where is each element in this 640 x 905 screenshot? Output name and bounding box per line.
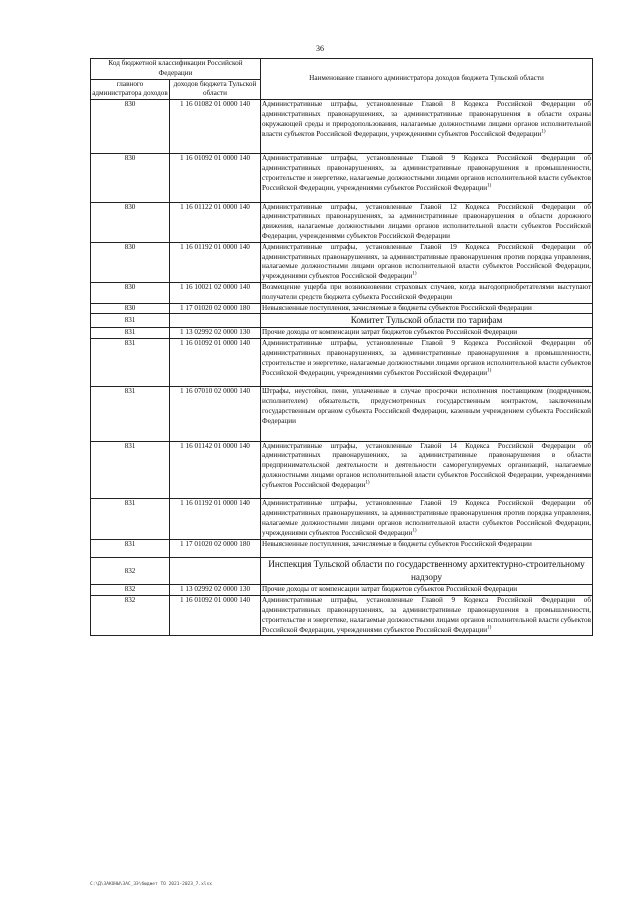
income-description-cell xyxy=(261,242,593,282)
table-row xyxy=(91,585,593,596)
page-number: 36 xyxy=(316,44,324,53)
income-code-cell: 1 13 02992 02 0000 130 xyxy=(170,328,261,339)
income-code-cell: 1 16 10021 02 0000 140 xyxy=(170,282,261,303)
section-title: Инспекция Тульской области по государственному архитектурно-строительному надзору xyxy=(261,558,593,585)
footnote-marker: 1) xyxy=(541,129,546,135)
footnote-marker: 1) xyxy=(487,368,492,374)
table-row xyxy=(91,387,593,441)
admin-code-cell: 830 xyxy=(91,303,170,314)
income-code-cell: 1 16 01082 01 0000 140 xyxy=(170,100,261,154)
income-code-cell: 1 16 01192 01 0000 140 xyxy=(170,242,261,282)
income-code-cell: 1 16 01092 01 0000 140 xyxy=(170,154,261,202)
admin-code-cell: 830 xyxy=(91,202,170,242)
description-text: Прочие доходы от компенсации затрат бюджетов субъектов Российской Федерации xyxy=(262,585,518,594)
description-text: Невыясненные поступления, зачисляемые в бюджеты субъектов Российской Федерации xyxy=(262,539,532,548)
admin-code-cell: 831 xyxy=(91,387,170,441)
admin-code-cell: 831 xyxy=(91,499,170,539)
table-row xyxy=(91,154,593,202)
admin-code-cell: 832 xyxy=(91,558,170,585)
description-text: Прочие доходы от компенсации затрат бюджетов субъектов Российской Федерации xyxy=(262,328,518,337)
description-text: Невыясненные поступления, зачисляемые в бюджеты субъектов Российской Федерации xyxy=(262,303,532,312)
income-code-cell: 1 13 02992 02 0000 130 xyxy=(170,585,261,596)
table-row xyxy=(91,242,593,282)
section-title: Комитет Тульской области по тарифам xyxy=(261,314,593,328)
budget-codes-table xyxy=(90,58,593,636)
table-row xyxy=(91,303,593,314)
table-row xyxy=(91,499,593,539)
header-income: доходов бюджета Тульской области xyxy=(170,79,261,100)
income-description-cell xyxy=(261,202,593,242)
income-description-cell xyxy=(261,100,593,154)
income-description-cell xyxy=(261,328,593,339)
admin-code-cell: 831 xyxy=(91,314,170,328)
description-text: Административные штрафы, установленные Главой 19 Кодекса Российской Федерации об административных правонарушениях, за административные правонарушения против порядка управления, налагаемые должностными лицами органов исполнительной власти субъектов Российской Федерации, учреждениями субъектов Российской Федерации xyxy=(262,499,592,537)
admin-code-cell: 832 xyxy=(91,585,170,596)
income-description-cell xyxy=(261,596,593,636)
income-description-cell xyxy=(261,585,593,596)
income-description-cell xyxy=(261,303,593,314)
empty-cell xyxy=(170,558,261,585)
income-code-cell: 1 16 01122 01 0000 140 xyxy=(170,202,261,242)
income-code-cell: 1 16 01092 01 0000 140 xyxy=(170,339,261,387)
admin-code-cell: 831 xyxy=(91,539,170,558)
footnote-marker: 1) xyxy=(412,271,417,277)
header-code-group: Код бюджетной классификации Российской Федерации xyxy=(91,59,261,80)
description-text: Административные штрафы, установленные Главой 9 Кодекса Российской Федерации об административных правонарушениях, за административные правонарушения в промышленности, строительстве и энергетике, налагаемые должностными лицами органов исполнительной власти субъектов Российской Федерации, учреждениями субъектов Российской Федерации xyxy=(262,154,592,192)
income-code-cell: 1 17 01020 02 0000 180 xyxy=(170,539,261,558)
footnote-marker: 1) xyxy=(412,528,417,534)
table-row xyxy=(91,539,593,558)
file-path-footer: C:\Д\ЗАКОНЫ\ЗАС_ЗЭ\бюджет ТО 2021-2023_7.xlsx xyxy=(90,882,212,887)
table-header xyxy=(91,59,593,100)
section-row xyxy=(91,314,593,328)
income-description-cell xyxy=(261,154,593,202)
table-row xyxy=(91,100,593,154)
income-description-cell xyxy=(261,387,593,441)
income-code-cell: 1 16 01142 01 0000 140 xyxy=(170,441,261,499)
admin-code-cell: 831 xyxy=(91,328,170,339)
description-text: Административные штрафы, установленные Главой 8 Кодекса Российской Федерации об административных правонарушениях, за административные правонарушения в области охраны окружающей среды и природопользования, налагаемые должностными лицами органов исполнительной власти субъектов Российской Федерации, учреждениями субъектов Российской Федерации xyxy=(262,100,592,138)
table-row xyxy=(91,596,593,636)
admin-code-cell: 830 xyxy=(91,100,170,154)
description-text: Административные штрафы, установленные Главой 9 Кодекса Российской Федерации об административных правонарушениях, за административные правонарушения в промышленности, строительстве и энергетике, налагаемые должностными лицами органов исполнительной власти субъектов Российской Федерации, учреждениями субъектов Российской Федерации xyxy=(262,596,592,634)
income-code-cell: 1 17 01020 02 0000 180 xyxy=(170,303,261,314)
income-description-cell xyxy=(261,282,593,303)
footnote-marker: 1) xyxy=(487,183,492,189)
footnote-marker: 1) xyxy=(487,625,492,631)
description-text: Административные штрафы, установленные Главой 14 Кодекса Российской Федерации об административных правонарушениях, за административные правонарушения в области предпринимательской деятельности и деятельности саморегулируемых организаций, налагаемые должностными лицами органов исполнительной власти субъектов Российской Федерации, учреждениями субъектов Российской Федерации xyxy=(262,441,592,489)
income-code-cell: 1 16 01192 01 0000 140 xyxy=(170,499,261,539)
empty-cell xyxy=(170,314,261,328)
admin-code-cell: 830 xyxy=(91,242,170,282)
admin-code-cell: 831 xyxy=(91,441,170,499)
description-text: Административные штрафы, установленные Главой 12 Кодекса Российской Федерации об административных правонарушениях, за административные правонарушения в области дорожного движения, налагаемые должностными лицами органов исполнительной власти субъектов Российской Федерации, учреждениями субъектов Российской Федерации xyxy=(262,202,592,240)
header-name: Наименование главного администратора доходов бюджета Тульской области xyxy=(261,59,593,100)
description-text: Штрафы, неустойки, пени, уплаченные в случае просрочки исполнения поставщиком (подрядчиком, исполнителем) обязательств, предусмотренных государственным контрактом, заключенным государственным органом субъекта Российской Федерации, казенным учреждением субъекта Российской Федерации xyxy=(262,387,592,425)
table-body xyxy=(91,100,593,636)
income-code-cell: 1 16 01092 01 0000 140 xyxy=(170,596,261,636)
table-row xyxy=(91,339,593,387)
header-admin: главного администратора доходов xyxy=(91,79,170,100)
income-description-cell xyxy=(261,539,593,558)
section-row xyxy=(91,558,593,585)
description-text: Административные штрафы, установленные Главой 9 Кодекса Российской Федерации об административных правонарушениях, за административные правонарушения в промышленности, строительстве и энергетике, налагаемые должностными лицами органов исполнительной власти субъектов Российской Федерации, учреждениями субъектов Российской Федерации xyxy=(262,339,592,377)
admin-code-cell: 830 xyxy=(91,154,170,202)
description-text: Возмещение ущерба при возникновении страховых случаев, когда выгодоприобретателями выступают получатели средств бюджета субъекта Российской Федерации xyxy=(262,282,592,301)
admin-code-cell: 831 xyxy=(91,339,170,387)
table-row xyxy=(91,328,593,339)
income-code-cell: 1 16 07010 02 0000 140 xyxy=(170,387,261,441)
table-row xyxy=(91,202,593,242)
table-row xyxy=(91,282,593,303)
footnote-marker: 1) xyxy=(365,480,370,486)
income-description-cell xyxy=(261,499,593,539)
admin-code-cell: 830 xyxy=(91,282,170,303)
income-description-cell xyxy=(261,441,593,499)
income-description-cell xyxy=(261,339,593,387)
description-text: Административные штрафы, установленные Главой 19 Кодекса Российской Федерации об административных правонарушениях, за административные правонарушения против порядка управления, налагаемые должностными лицами органов исполнительной власти субъектов Российской Федерации, учреждениями субъектов Российской Федерации xyxy=(262,242,592,281)
admin-code-cell: 832 xyxy=(91,596,170,636)
table-row xyxy=(91,441,593,499)
